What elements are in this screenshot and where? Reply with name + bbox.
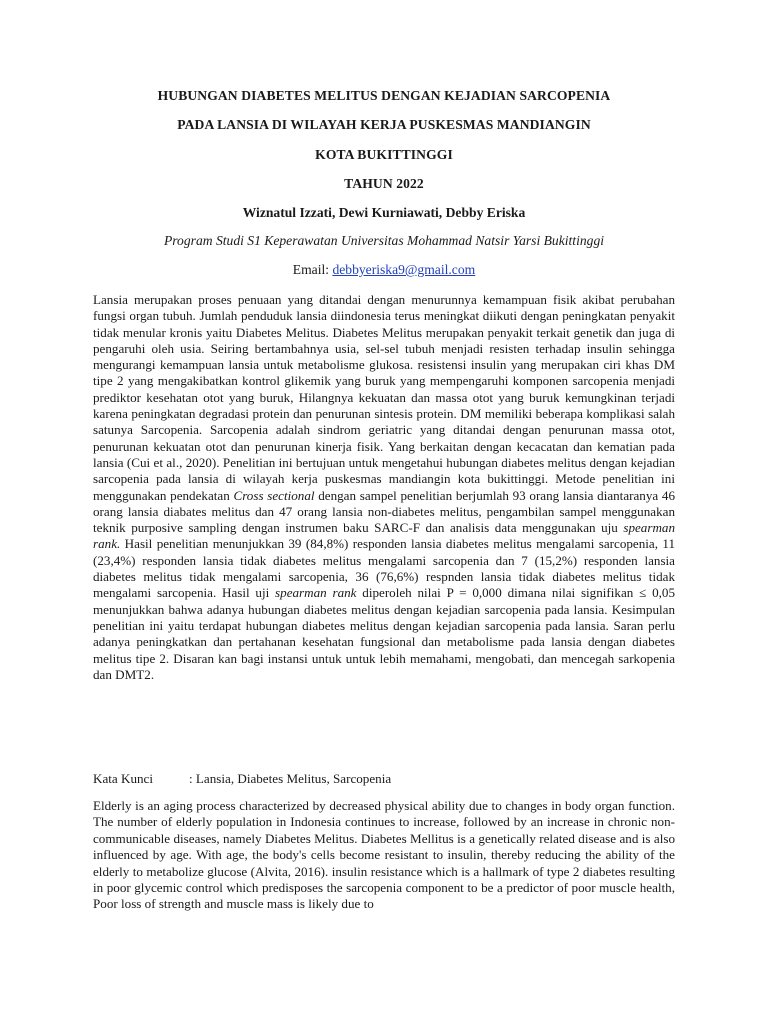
abstract-id-italic2: spearman rank.	[93, 520, 675, 552]
title-line-4: TAHUN 2022	[344, 176, 424, 191]
title-line-3: KOTA BUKITTINGGI	[315, 147, 453, 162]
affiliation: Program Studi S1 Keperawatan Universitas Mohammad Natsir Yarsi Bukittinggi	[163, 233, 605, 248]
keywords-label: Kata Kunci	[93, 771, 153, 786]
keywords-value: : Lansia, Diabetes Melitus, Sarcopenia	[189, 771, 392, 786]
abstract-english: Elderly is an aging process characterized by decreased physical ability due to changes in body organ function. The number of elderly population in Indonesia continues to increase, followed by an increase in chronic non-communicable diseases, namely Diabetes Melitus. Diabetes Mellitus is a genetically related disease and is also influenced by age. With age, the body's cells become resistant to insulin, thereby reducing the ability of the elderly to metabolize glucose (Alvita, 2016). insulin resistance which is a hallmark of type 2 diabetes resulting in poor glycemic control which predisposes the sarcopenia component to be a predictor of poor muscle health, Poor loss of strength and muscle mass is likely due to	[93, 798, 675, 912]
title-line-1: HUBUNGAN DIABETES MELITUS DENGAN KEJADIAN SARCOPENIA	[157, 88, 611, 103]
abstract-id-part3: Hasil penelitian menunjukkan 39 (84,8%) responden lansia diabetes melitus mengalami sarcopenia, 11 (23,4%) responden lansia tidak diabetes melitus mengalami sarcopenia dan 7 (15,2%) responden lansia diabetes melitus tidak mengalami sarcopenia, 36 (76,6%) respnden lansia tidak diabetes melitus tidak mengalami sarcopenia. Hasil uji	[93, 536, 675, 601]
abstract-id-part4: diperoleh nilai P = 0,000 dimana nilai signifikan ≤ 0,05 menunjukkan bahwa adanya hubungan diabetes melitus dengan kejadian sarcopenia pada lansia. Kesimpulan penelitian ini yaitu terdapat hubungan diabetes melitus dengan kejadian sarcopenia pada lansia. Saran perlu adanya peningkatkan dan pertahanan kesehatan fungsional dan metabolisme pada lansia dengan diabetes melitus tipe 2. Disaran kan bagi instansi untuk untuk lebih memahami, mengobati, dan mencegah sarkopenia dan DMT2.	[93, 585, 675, 682]
abstract-id-italic1: Cross sectional	[233, 487, 315, 503]
email-link[interactable]: debbyeriska9@gmail.com	[332, 262, 476, 277]
abstract-indonesian	[93, 292, 675, 683]
keywords	[93, 771, 391, 787]
email-label: Email:	[292, 262, 333, 277]
abstract-id-part2: dengan sampel penelitian berjumlah 93 orang lansia diantaranya 46 orang lansia diabates melitus dan 47 orang lansia non-diabetes melitus, pengambilan sampel menggunakan teknik purposive sampling dengan instrumen baku SARC-F dan analisis data menggunakan uju	[93, 487, 675, 536]
authors: Wiznatul Izzati, Dewi Kurniawati, Debby Eriska	[242, 205, 526, 220]
title-line-2: PADA LANSIA DI WILAYAH KERJA PUSKESMAS MANDIANGIN	[177, 117, 591, 132]
abstract-id-part1: Lansia merupakan proses penuaan yang ditandai dengan menurunnya kemampuan fisik akibat perubahan fungsi organ tubuh. Jumlah penduduk lansia diindonesia terus meningkat diikuti dengan peningkatan penyakit tidak menular kronis yaitu Diabetes Melitus. Diabetes Melitus merupakan penyakit terkait genetik dan juga di pengaruhi oleh usia. Seiring bertambahnya usia, sel-sel tubuh menjadi resisten terhadap insulin sehingga mengurangi kemampuan lansia untuk metabolisme glukosa. resistensi insulin yang merupakan ciri khas DM tipe 2 yang mengakibatkan kontrol glikemik yang buruk yang mempengaruhi komponen sarcopenia menjadi prediktor kesehatan otot yang buruk, Hilangnya kekuatan dan massa otot yang buruk kemungkinan terjadi karena peningkatan degradasi protein dan penurunan sintesis protein. DM memiliki beberapa komplikasi salah satunya Sarcopenia. Sarcopenia adalah sindrom geriatric yang ditandai dengan penurunan massa otot, penurunan kekuatan otot dan penurunan kinerja fisik. Yang berkaitan dengan kecacatan dan kematian pada lansia (Cui et al., 2020). Penelitian ini bertujuan untuk mengetahui hubungan diabetes melitus dengan kejadian sarcopenia pada lansia di wilayah kerja puskesmas mandiangin kota bukittinggi. Metode penelitian ini menggunakan pendekatan	[93, 292, 675, 503]
abstract-id-italic3: spearman rank	[275, 585, 357, 601]
email-line	[0, 262, 768, 278]
